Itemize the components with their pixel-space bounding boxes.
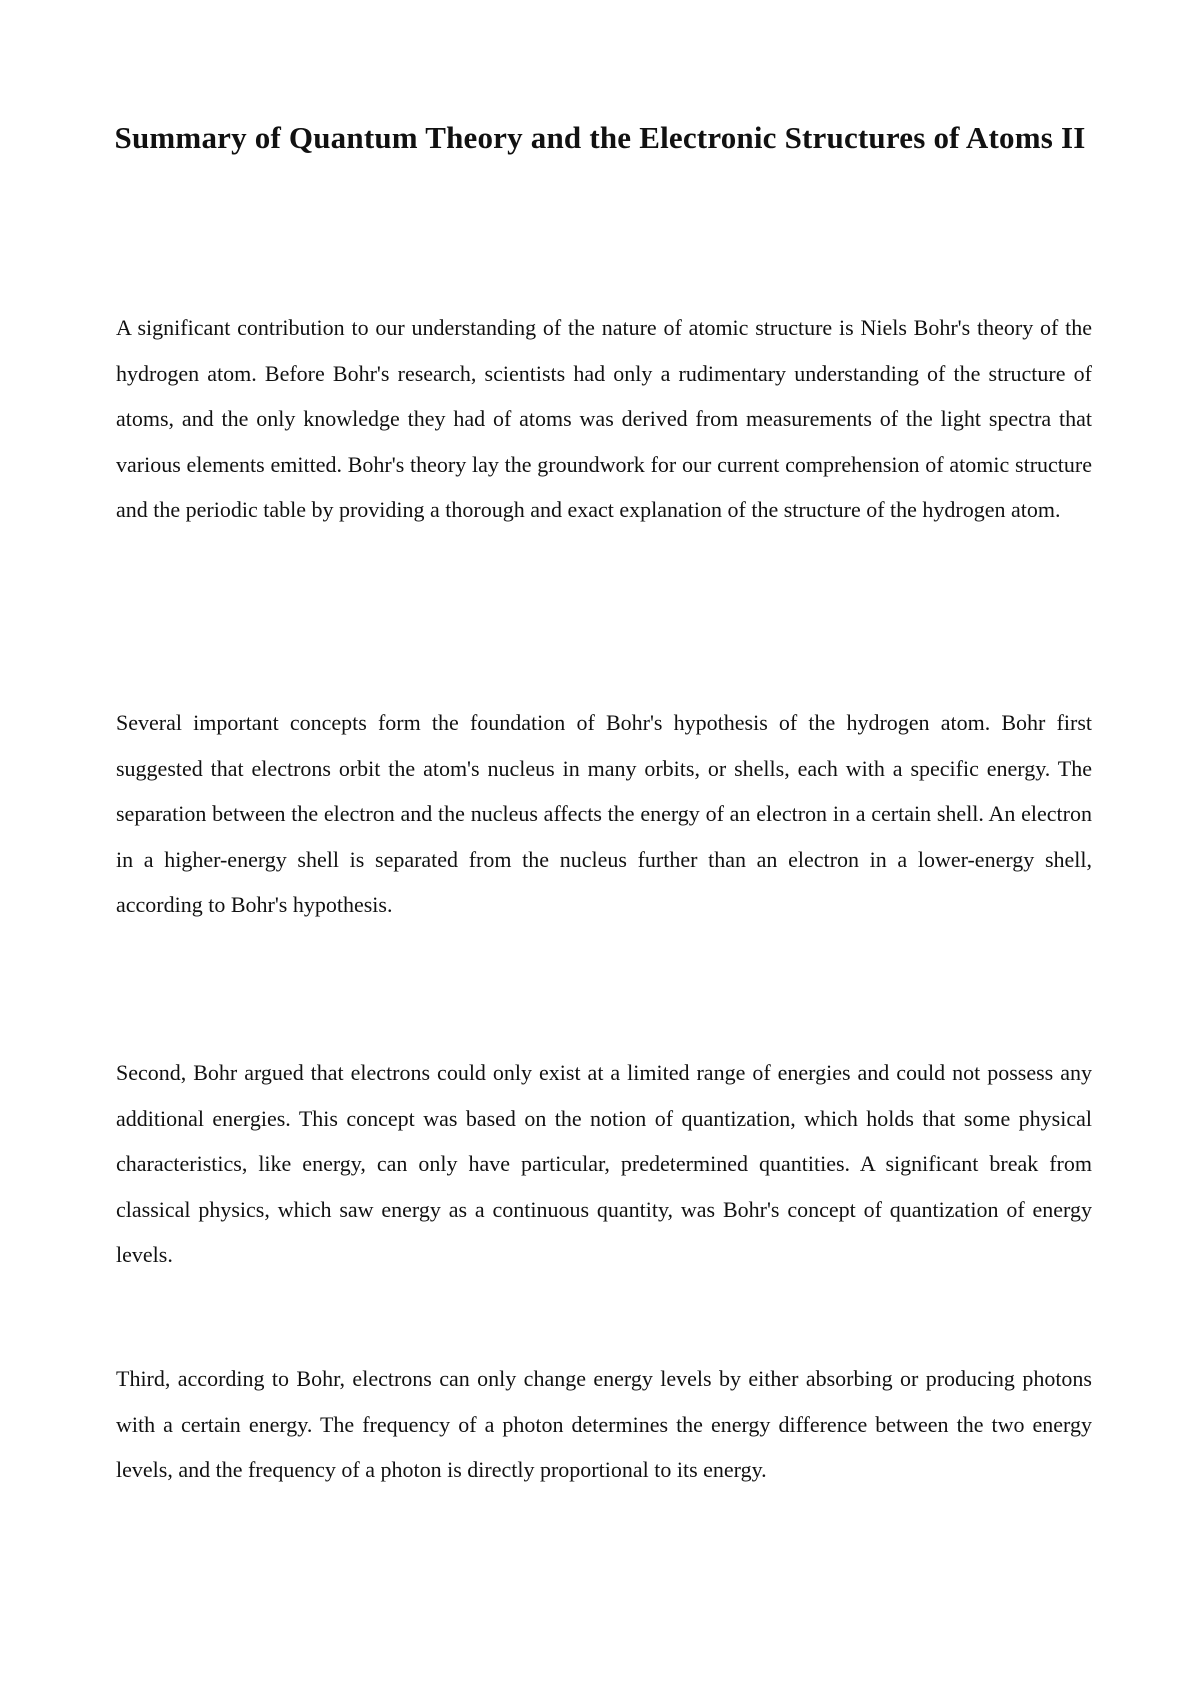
paragraph-bohr-contribution: A significant contribution to our understanding of the nature of atomic structure is Niels Bohr's theory of the hydrogen atom. Before Bohr's research, scientists had only a rudimentary understanding of the structure of atoms, and the only knowledge they had of atoms was derived from measurements of the light spectra that various elements emitted. Bohr's theory lay the groundwork for our current comprehension of atomic structure and the periodic table by providing a thorough and exact explanation of the structure of the hydrogen atom. <box>116 315 1092 522</box>
paragraph-second-concept: Second, Bohr argued that electrons could only exist at a limited range of energies and could not possess any additional energies. This concept was based on the notion of quantization, which holds that some physical characteristics, like energy, can only have particular, predetermined quantities. A significant break from classical physics, which saw energy as a continuous quantity, was Bohr's concept of quantization of energy levels. <box>116 1060 1092 1267</box>
paragraph-third-concept: Third, according to Bohr, electrons can only change energy levels by either absorbing or producing photons with a certain energy. The frequency of a photon determines the energy difference between the two energy levels, and the frequency of a photon is directly proportional to its energy. <box>116 1366 1092 1482</box>
paragraph-first-concept: Several important concepts form the foundation of Bohr's hypothesis of the hydrogen atom. Bohr first suggested that electrons orbit the atom's nucleus in many orbits, or shells, each with a specific energy. The separation between the electron and the nucleus affects the energy of an electron in a certain shell. An electron in a higher-energy shell is separated from the nucleus further than an electron in a lower-energy shell, according to Bohr's hypothesis. <box>116 710 1092 917</box>
page-title: Summary of Quantum Theory and the Electronic Structures of Atoms II <box>114 120 1086 155</box>
